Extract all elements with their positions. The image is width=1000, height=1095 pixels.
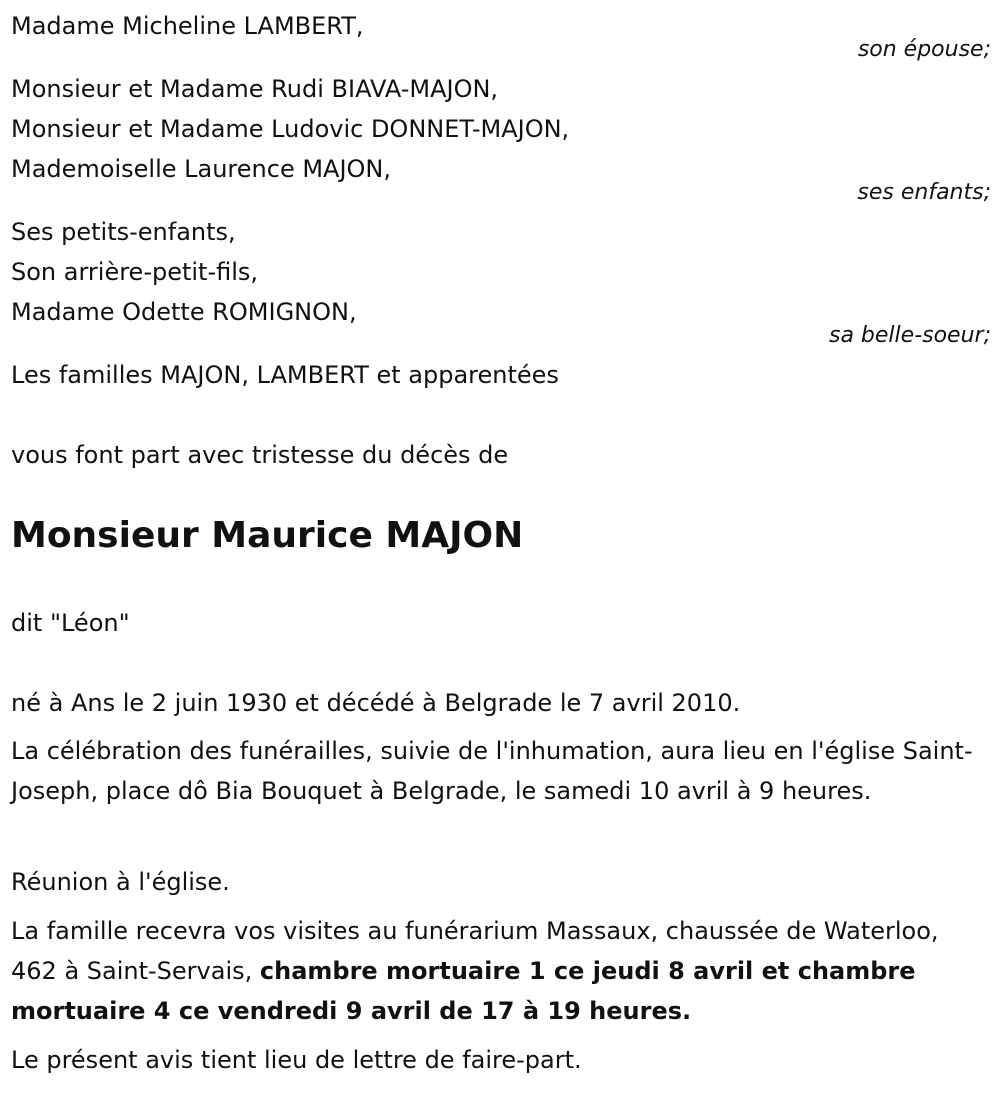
spouse-role: son épouse; [857, 37, 991, 62]
children-role: ses enfants; [857, 180, 991, 205]
announcement-line: vous font part avec tristesse du décès de [11, 441, 509, 469]
spouse-name: Madame Micheline LAMBERT, [11, 12, 364, 40]
deceased-name: Monsieur Maurice MAJON [11, 515, 524, 556]
visits-paragraph [11, 911, 986, 1031]
child-line-2: Monsieur et Madame Ludovic DONNET-MAJON, [11, 115, 570, 143]
families-line: Les familles MAJON, LAMBERT et apparentées [11, 361, 559, 389]
grandchildren-line: Ses petits-enfants, [11, 218, 236, 246]
birth-death-line: né à Ans le 2 juin 1930 et décédé à Belgrade le 7 avril 2010. [11, 689, 741, 717]
deceased-nickname: dit "Léon" [11, 609, 130, 637]
great-grandchild-line: Son arrière-petit-fils, [11, 258, 259, 286]
child-line-1: Monsieur et Madame Rudi BIAVA-MAJON, [11, 75, 499, 103]
sister-in-law-line: Madame Odette ROMIGNON, [11, 298, 357, 326]
ceremony-paragraph: La célébration des funérailles, suivie de l'inhumation, aura lieu en l'église Saint-Joseph, place dô Bia Bouquet à Belgrade, le samedi 10 avril à 9 heures. [11, 737, 973, 805]
child-line-3: Mademoiselle Laurence MAJON, [11, 155, 392, 183]
visits-intro: La famille recevra vos visites au funérarium Massaux, chaussée de Waterloo, 462 à Saint-Servais, [11, 917, 939, 985]
closing-line: Le présent avis tient lieu de lettre de faire-part. [11, 1046, 582, 1074]
sister-in-law-role: sa belle-soeur; [829, 323, 991, 348]
visits-schedule: chambre mortuaire 1 ce jeudi 8 avril et chambre mortuaire 4 ce vendredi 9 avril de 17 à 19 heures. [11, 957, 916, 1025]
meeting-line: Réunion à l'église. [11, 868, 230, 896]
